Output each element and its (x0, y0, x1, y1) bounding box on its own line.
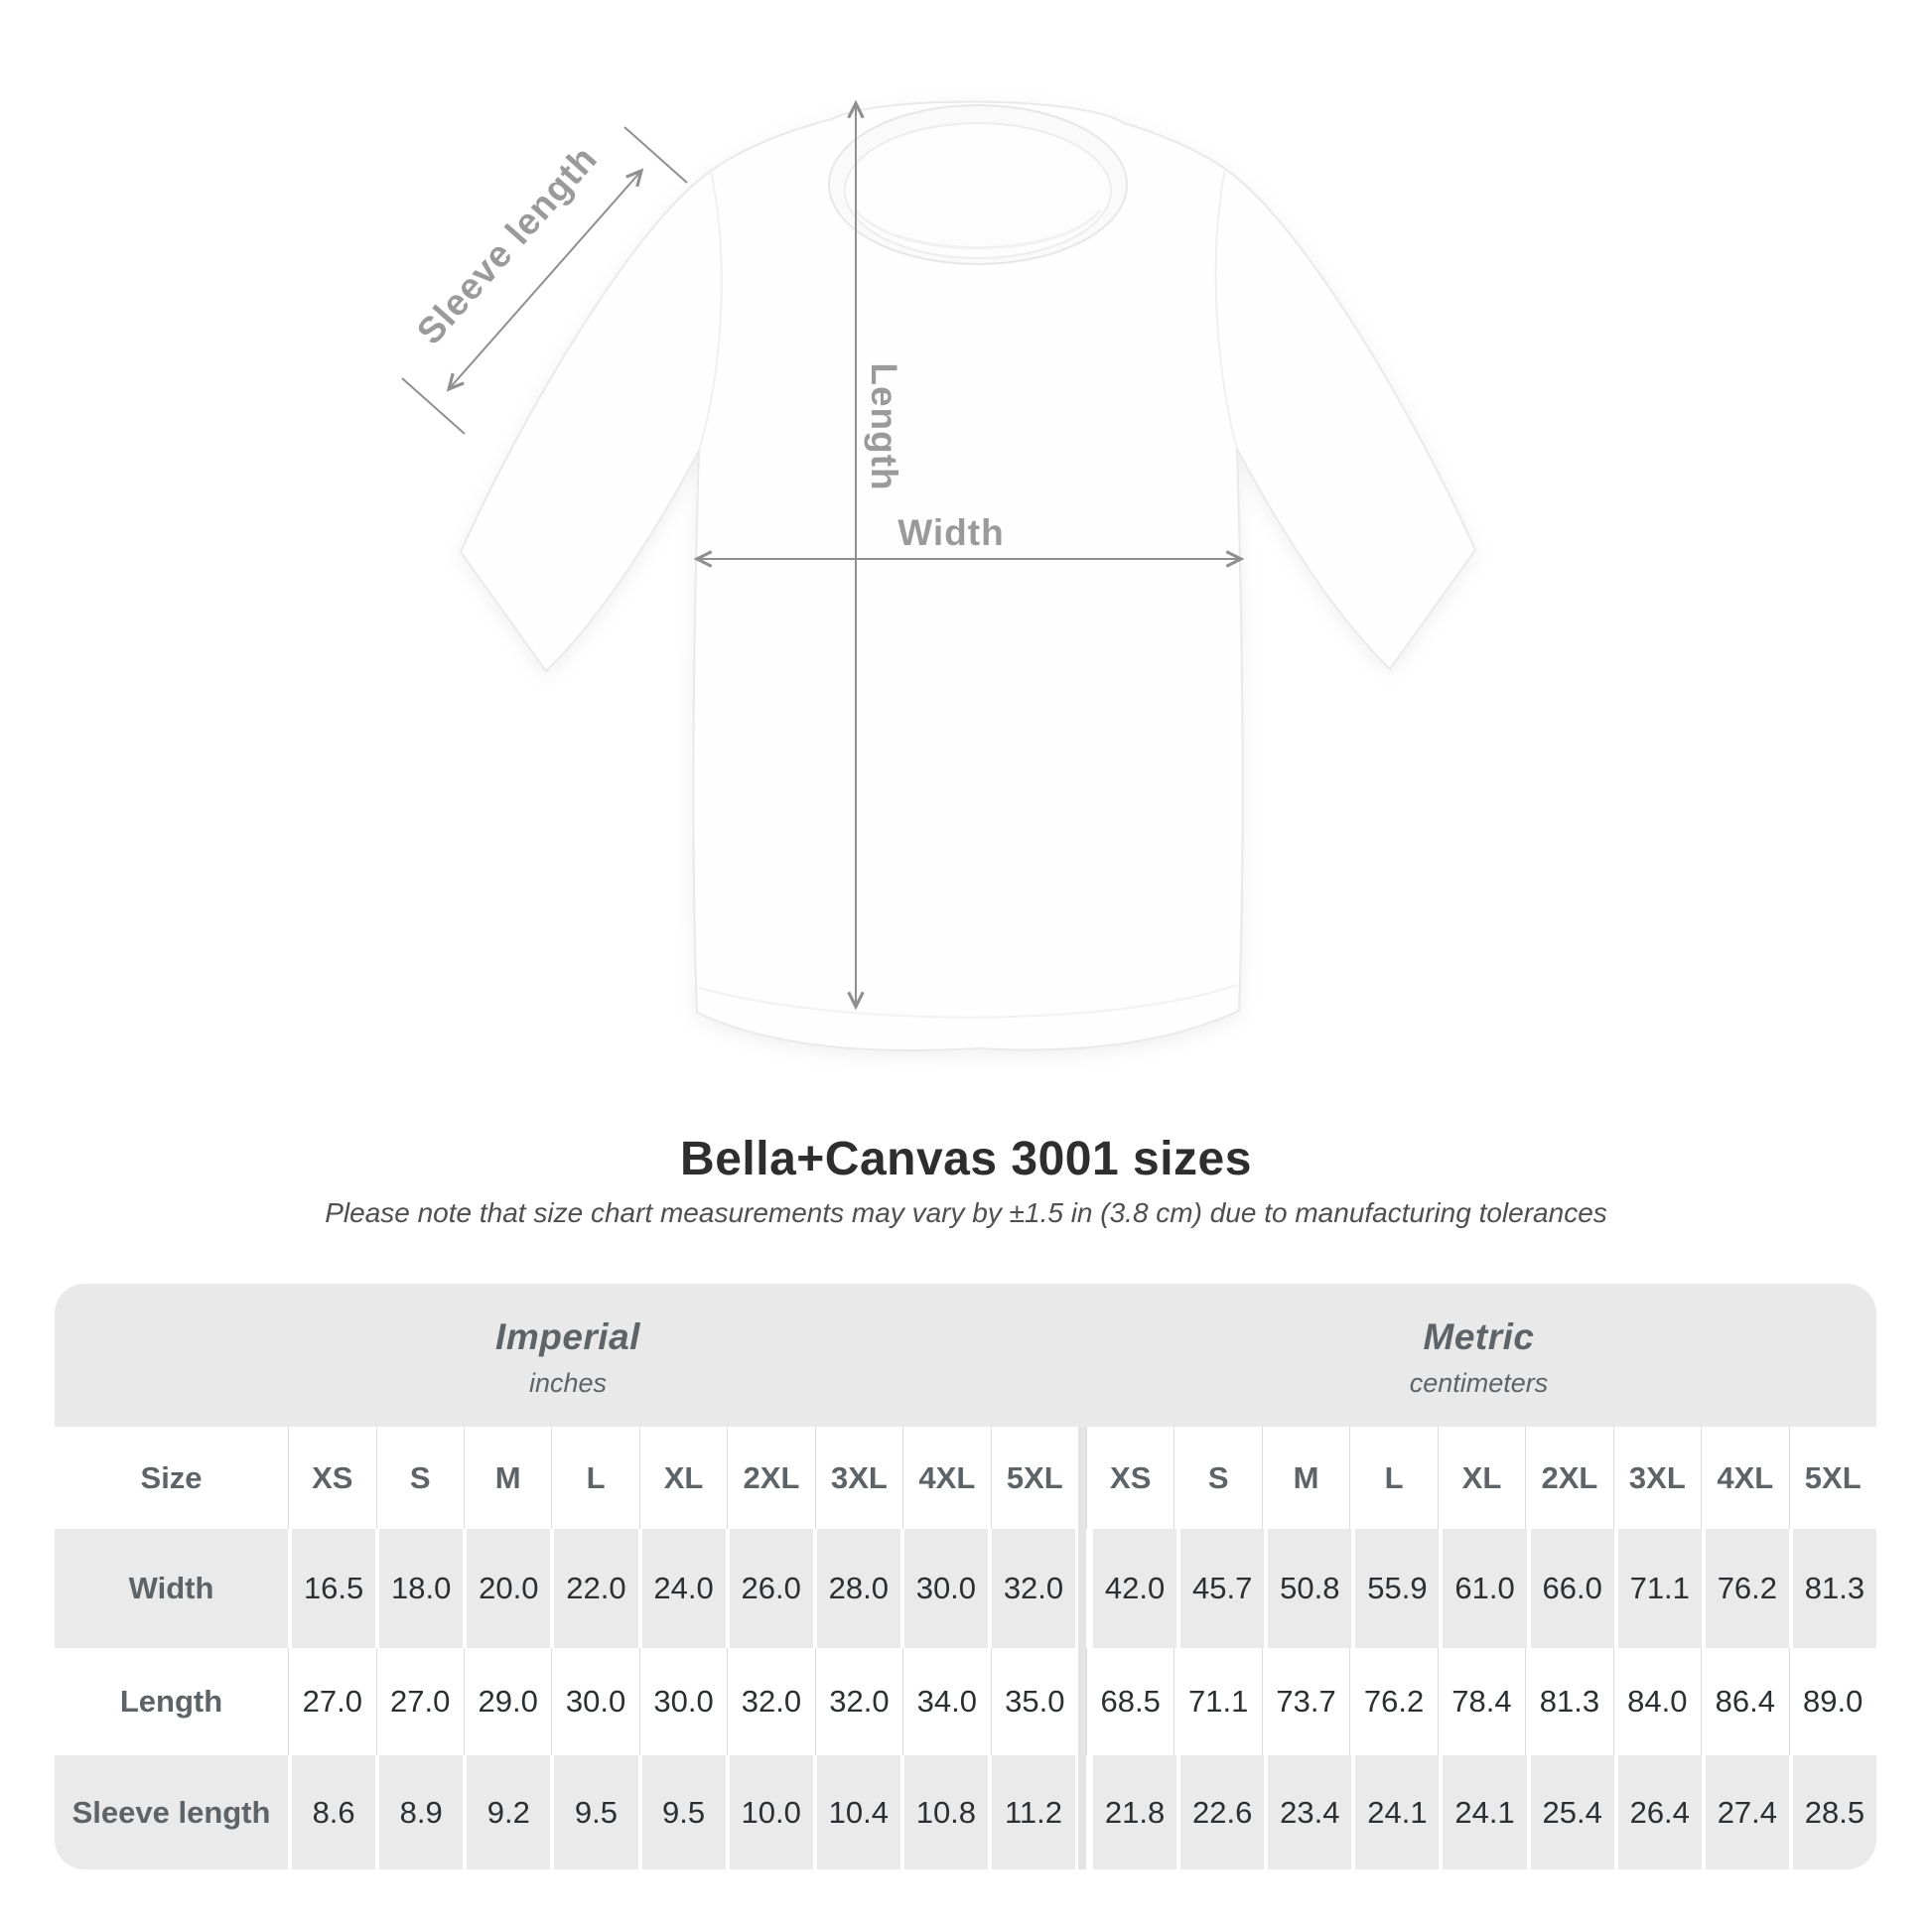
imperial-unit: inches (528, 1367, 608, 1398)
width-value-cell: 20.0 (463, 1529, 550, 1648)
length-value-cell: 71.1 (1173, 1648, 1261, 1755)
imperial-header (55, 1284, 1081, 1427)
length-value-cell: 29.0 (464, 1648, 551, 1755)
sleeve-length-row (55, 1755, 1876, 1869)
metric-title: Metric (1423, 1315, 1535, 1357)
length-value-cell: 34.0 (902, 1648, 990, 1755)
width-value-cell: 50.8 (1264, 1529, 1351, 1648)
length-row (55, 1648, 1876, 1755)
length-value-cell: 32.0 (815, 1648, 902, 1755)
sleeve-value-cell: 28.5 (1789, 1755, 1876, 1869)
size-header-cell: L (1349, 1427, 1437, 1529)
size-header-cell: 5XL (991, 1427, 1078, 1529)
width-value-cell: 42.0 (1089, 1529, 1176, 1648)
sleeve-value-cell: 9.5 (550, 1755, 637, 1869)
width-value-cell: 16.5 (288, 1529, 375, 1648)
collar-inner (845, 123, 1111, 258)
width-value-cell: 76.2 (1702, 1529, 1789, 1648)
length-value-cell: 35.0 (991, 1648, 1078, 1755)
sleeve-length-label: Sleeve length (408, 137, 606, 352)
sleeve-value-cell: 11.2 (988, 1755, 1075, 1869)
length-value-cell: 27.0 (376, 1648, 464, 1755)
sleeve-value-cell: 9.2 (463, 1755, 550, 1869)
metric-unit: centimeters (1409, 1367, 1549, 1398)
imperial-metric-divider (1078, 1427, 1086, 1529)
size-header-cell: M (464, 1427, 551, 1529)
imperial-metric-divider (1075, 1529, 1089, 1648)
length-value-cell: 68.5 (1086, 1648, 1173, 1755)
length-label: Length (864, 362, 904, 491)
size-header-cell: 4XL (1701, 1427, 1788, 1529)
size-header-cell: 4XL (902, 1427, 990, 1529)
length-value-cell: 27.0 (288, 1648, 375, 1755)
width-value-cell: 61.0 (1439, 1529, 1526, 1648)
metric-header (1081, 1284, 1876, 1427)
length-value-cell: 84.0 (1613, 1648, 1701, 1755)
width-row-label: Width (55, 1529, 288, 1648)
sleeve-value-cell: 10.8 (900, 1755, 988, 1869)
size-header-cell: 2XL (1525, 1427, 1612, 1529)
sleeve-value-cell: 27.4 (1702, 1755, 1789, 1869)
imperial-title: Imperial (495, 1315, 640, 1357)
width-value-cell: 32.0 (988, 1529, 1075, 1648)
size-table (55, 1284, 1876, 1869)
size-header-cell: 3XL (1613, 1427, 1701, 1529)
length-value-cell: 89.0 (1789, 1648, 1876, 1755)
width-value-cell: 55.9 (1351, 1529, 1439, 1648)
sleeve-value-cell: 21.8 (1089, 1755, 1176, 1869)
width-value-cell: 30.0 (900, 1529, 988, 1648)
sleeve-value-cell: 8.9 (375, 1755, 463, 1869)
page-title: Bella+Canvas 3001 sizes (680, 1133, 1252, 1185)
length-row-label: Length (119, 1684, 223, 1719)
size-header-cell: L (551, 1427, 638, 1529)
sleeve-value-cell: 10.4 (813, 1755, 900, 1869)
size-header-cell: S (1173, 1427, 1261, 1529)
length-value-cell: 32.0 (727, 1648, 814, 1755)
size-header-cell: S (376, 1427, 464, 1529)
size-column-header: Size (140, 1459, 203, 1495)
sleeve-value-cell: 8.6 (288, 1755, 375, 1869)
width-label: Width (897, 512, 1005, 553)
size-header-cell: 2XL (727, 1427, 814, 1529)
width-row (55, 1529, 1876, 1648)
sleeve-arrow-end-tick (624, 127, 687, 183)
size-header-cell: M (1262, 1427, 1349, 1529)
length-value-cell: 76.2 (1349, 1648, 1437, 1755)
sleeve-arrow-start-tick (402, 378, 465, 434)
sleeve-value-cell: 25.4 (1527, 1755, 1614, 1869)
page-subtitle: Please note that size chart measurements may vary by ±1.5 in (3.8 cm) due to manufacturing tolerances (325, 1197, 1607, 1228)
sleeve-value-cell: 10.0 (726, 1755, 813, 1869)
length-value-cell: 73.7 (1262, 1648, 1349, 1755)
imperial-metric-divider (1078, 1648, 1086, 1755)
imperial-metric-divider (1075, 1755, 1089, 1869)
size-header-cell: XS (1086, 1427, 1173, 1529)
size-header-cell: XL (1438, 1427, 1525, 1529)
size-header-cell: XS (288, 1427, 375, 1529)
width-value-cell: 81.3 (1789, 1529, 1876, 1648)
sleeve-value-cell: 24.1 (1351, 1755, 1439, 1869)
width-value-cell: 24.0 (638, 1529, 726, 1648)
width-value-cell: 45.7 (1176, 1529, 1264, 1648)
size-header-cell: XL (639, 1427, 727, 1529)
size-header-cell: 5XL (1789, 1427, 1876, 1529)
length-value-cell: 30.0 (551, 1648, 638, 1755)
size-header-row (55, 1427, 1876, 1529)
sleeve-row-label: Sleeve length (55, 1755, 288, 1869)
sleeve-value-cell: 22.6 (1176, 1755, 1264, 1869)
width-value-cell: 66.0 (1527, 1529, 1614, 1648)
length-value-cell: 81.3 (1525, 1648, 1612, 1755)
sleeve-value-cell: 9.5 (638, 1755, 726, 1869)
width-value-cell: 26.0 (726, 1529, 813, 1648)
length-value-cell: 78.4 (1438, 1648, 1525, 1755)
tshirt-illustration (461, 101, 1475, 1050)
width-value-cell: 71.1 (1614, 1529, 1702, 1648)
width-value-cell: 28.0 (813, 1529, 900, 1648)
length-value-cell: 86.4 (1701, 1648, 1788, 1755)
sleeve-value-cell: 24.1 (1439, 1755, 1526, 1869)
width-value-cell: 22.0 (550, 1529, 637, 1648)
size-header-cell: 3XL (815, 1427, 902, 1529)
sleeve-value-cell: 26.4 (1614, 1755, 1702, 1869)
unit-header-panel (55, 1284, 1876, 1427)
width-value-cell: 18.0 (375, 1529, 463, 1648)
sleeve-value-cell: 23.4 (1264, 1755, 1351, 1869)
length-value-cell: 30.0 (639, 1648, 727, 1755)
